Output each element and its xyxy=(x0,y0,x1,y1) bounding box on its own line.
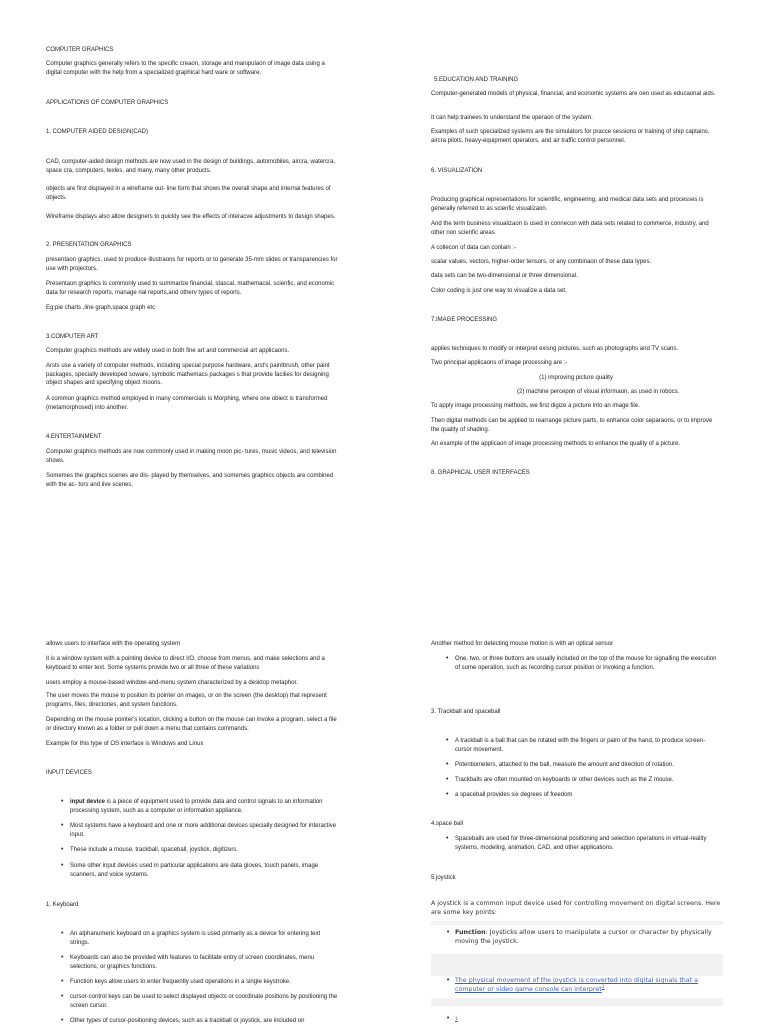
text-block-art-1 xyxy=(46,347,338,356)
text-block-kb-1 xyxy=(46,930,338,947)
text-block-kb-5 xyxy=(46,1017,338,1026)
text-tb-h: 3. Trackball and spaceball xyxy=(431,709,501,715)
text-vis-6: Color coding is just one way to visualize a data set. xyxy=(431,288,567,294)
text-img-2: Two principal applicaons of image processing are :- xyxy=(431,360,568,366)
text-mouse-1: Another method for detecting mouse motion is with an optical sensor xyxy=(431,641,614,647)
text-img-6: Then digital methods can be applied to rearrange picture parts, to enhance color separaons, or to improve the quality of shading. xyxy=(431,418,713,433)
text-block-inp-2 xyxy=(46,822,338,839)
text-block-cad-3 xyxy=(46,213,338,222)
text-gui-2: it is a window system with a pointing device to direct I/O, choose from menus, and make selections and a keyboard to enter text. Some systems provide two or all three of these variations xyxy=(46,656,325,671)
text-ent-h: 4.ENTERTAINMENT xyxy=(46,434,102,440)
text-vis-5: data sets can be two-dimensional or three dimensional. xyxy=(431,273,578,279)
text-block-gui-3 xyxy=(46,679,338,688)
text-block-vis-4 xyxy=(431,258,721,267)
text-pres-3: Eg:pie charts ,line graph,space graph etc xyxy=(46,305,156,311)
text-block-img-5 xyxy=(431,402,721,411)
text-block-intro xyxy=(46,60,338,77)
joystick-function-text: : Joysticks allow users to manipulate a cursor or character by physically moving the joystick. xyxy=(455,928,712,945)
text-block-img-h xyxy=(431,316,721,325)
text-gui-3: users employ a mouse-based window-and-menu system characterized by a desktop metaphor. xyxy=(46,680,298,686)
text-inp-3: These include a mouse, trackball, spaceball, joystick, digitizers. xyxy=(70,847,239,853)
text-block-gui-5 xyxy=(46,716,338,733)
text-block-ent-2 xyxy=(46,472,338,489)
text-block-inp-h xyxy=(46,769,338,778)
text-block-kb-2 xyxy=(46,954,338,971)
text-block-tb-4 xyxy=(431,791,721,800)
text-block-inp-1 xyxy=(46,798,338,815)
text-block-pres-3 xyxy=(46,304,338,313)
text-tb-4: a spaceball provides six degrees of freedom xyxy=(455,792,573,798)
text-block-inp-4 xyxy=(46,862,338,879)
text-block-art-2 xyxy=(46,362,338,388)
text-block-img-3 xyxy=(431,374,721,383)
gray-band xyxy=(431,921,723,925)
text-block-mouse-1 xyxy=(431,640,721,649)
bold-term: input device xyxy=(70,799,106,805)
text-img-7: An example of the applicaon of image processing methods to enhance the quality of a picture. xyxy=(431,441,681,447)
text-kb-3: Function keys allow users to enter frequently used operations in a single keystroke. xyxy=(70,979,291,985)
text-vis-3: A collecon of data can contain :- xyxy=(431,245,517,251)
text-vis-h: 6. VISUALIZATION xyxy=(431,168,483,174)
text-cad-h: 1. COMPUTER AIDED DESIGN(CAD) xyxy=(46,129,149,135)
text-pres-1: presentaon graphics, used to produce illustraons for reports or to generate 35-mm slides or transparencies for use with projectors. xyxy=(46,257,338,272)
text-sb-1: Spaceballs are used for three-dimensional positioning and selection operations in virtual-reality systems, modeling, animation, CAD, and other applications. xyxy=(455,836,707,851)
text-block-img-7 xyxy=(431,440,721,449)
joystick-section xyxy=(431,900,723,1024)
text-block-edu-1 xyxy=(431,90,721,99)
text-inp-2: Most systems have a keyboard and one or more additional devices specially designed for interactive input. xyxy=(70,823,337,838)
text-img-5: To apply image processing methods, we first digize a picture into an image file. xyxy=(431,403,640,409)
text-tb-2: Potentiometers, attached to the ball, measure the amount and direction of rotation. xyxy=(455,762,674,768)
gray-band xyxy=(431,954,723,976)
text-block-ent-1 xyxy=(46,448,338,465)
text-edu-h: 5.EDUCATION AND TRAINING xyxy=(434,77,519,83)
text-cad-3: Wireframe displays also allow designers to quickly see the effects of interacve adjustments to design shapes. xyxy=(46,214,336,220)
text-img-1: applies techniques to modify or interpret exisng pictures, such as photographs and TV scans. xyxy=(431,346,679,352)
text-img-3: (1) improving picture quality xyxy=(539,375,613,381)
text-block-img-4 xyxy=(517,388,721,397)
text-block-kb-4 xyxy=(46,993,338,1010)
text-block-vis-6 xyxy=(431,287,721,296)
text-block-gui-6 xyxy=(46,740,338,749)
text-inp-h: INPUT DEVICES xyxy=(46,770,92,776)
text-tb-3: Trackballs are often mounted on keyboards or other devices such as the Z mouse. xyxy=(455,777,674,783)
text-inp-1: is a piece of equipment used to provide data and control signals to an information processing system, such as a computer or information appliance. xyxy=(70,799,323,814)
text-sb-h: 4.space ball xyxy=(431,821,464,827)
text-kb-4: cursor-control keys can be used to select displayed objects or coordinate positions by positioning the screen cursor. xyxy=(70,994,338,1009)
text-ent-2: Somemes the graphics scenes are dis- played by themselves, and somemes graphics objects are combined with the ac- tors and live scenes. xyxy=(46,473,334,488)
text-block-js-h xyxy=(431,874,721,883)
text-kb-2: Keyboards can also be provided with features to facilitate entry of screen coordinates, menu selections, or graphics functions. xyxy=(70,955,315,970)
text-img-h: 7.IMAGE PROCESSING xyxy=(431,317,498,323)
text-apps: APPLICATIONS OF COMPUTER GRAPHICS xyxy=(46,100,169,106)
text-block-vis-1 xyxy=(431,196,721,213)
joystick-function-item xyxy=(431,928,723,946)
text-block-edu-2 xyxy=(431,114,721,123)
text-art-1: Computer graphics methods are widely used in both fine art and commercial art applicaons. xyxy=(46,348,290,354)
text-art-h: 3.COMPUTER ART xyxy=(46,334,99,340)
text-block-edu-h xyxy=(434,76,721,85)
text-edu-1: Computer-generated models of physical, financial, and economic systems are oen used as educaonal aids. xyxy=(431,91,716,97)
text-block-cad-1 xyxy=(46,158,338,175)
text-block-art-h xyxy=(46,333,338,342)
text-block-pres-1 xyxy=(46,256,338,273)
text-vis-1: Producing graphical representations for scientific, engineering, and medical data sets and processes is generally referred to as scienfic visualizaon. xyxy=(431,197,704,212)
text-block-img-1 xyxy=(431,345,721,354)
text-gui-5: Depending on the mouse pointer's location, clicking a button on the mouse can invoke a program, select a file or directory known as a folder or pull down a menu that contains commands. xyxy=(46,717,337,732)
text-pres-h: 2. PRESENTATION GRAPHICS xyxy=(46,242,132,248)
text-block-img-6 xyxy=(431,417,721,434)
text-block-sb-h xyxy=(431,820,721,829)
text-block-img-2 xyxy=(431,359,721,368)
text-block-tb-3 xyxy=(431,776,721,785)
text-block-gui-h xyxy=(431,469,721,478)
text-tb-1: A trackball is a ball that can be rotated with the fingers or palm of the hand, to produce screen-cursor movement. xyxy=(455,738,706,753)
text-title: COMPUTER GRAPHICS xyxy=(46,47,114,53)
text-block-sb-1 xyxy=(431,835,721,852)
text-intro: Computer graphics generally refers to the specific creaon, storage and manipulaon of image data using a digital computer with the help from a specialized graphical hard ware or software. xyxy=(46,61,325,76)
joystick-link-item xyxy=(431,976,723,994)
text-block-vis-2 xyxy=(431,220,721,237)
text-block-kb-3 xyxy=(46,978,338,987)
joystick-intro: A joystick is a common input device used for controlling movement on digital screens. Here are some key points: xyxy=(431,900,721,916)
joystick-source-link[interactable]: The physical movement of the joystick is converted into digital signals that a computer or video game console can interpret xyxy=(455,976,698,994)
text-block-tb-1 xyxy=(431,737,721,754)
text-mouse-2: One, two, or three buttons are usually included on the top of the mouse for signalling the execution of some operation, such as recording cursor position or invoking a function. xyxy=(455,656,717,671)
text-block-apps xyxy=(46,99,338,108)
text-block-gui-4 xyxy=(46,692,338,709)
citation-link[interactable]: 1 xyxy=(455,1017,458,1023)
text-cad-1: CAD, computer-aided design methods are now used in the design of buildings, automobiles, aircra, watercra, space cra, computers, texles, and many, many other products. xyxy=(46,159,336,174)
text-block-ent-h xyxy=(46,433,338,442)
text-gui-1: allows users to interface with the operating system xyxy=(46,641,181,647)
text-img-4: (2) machine percepon of visual informaon, as used in robocs. xyxy=(517,389,680,395)
text-gui-h: 8. GRAPHICAL USER INTERFACES xyxy=(431,470,530,476)
text-edu-3: Examples of such specialized systems are the simulators for pracce sessions or training of ship captains, aircra pilots, heavy-equipment operators, and air traffic control personnel. xyxy=(431,129,710,144)
text-block-gui-1 xyxy=(46,640,338,649)
text-block-vis-5 xyxy=(431,272,721,281)
text-block-vis-h xyxy=(431,167,721,176)
citation-marker[interactable]: 1 xyxy=(601,985,605,990)
text-vis-4: scalar values, vectors, higher-order tensors, or any combinaon of these data types. xyxy=(431,259,652,265)
text-block-title xyxy=(46,46,338,55)
text-cad-2: objects are first displayed in a wireframe out- line form that shows the overall shape and internal features of objects. xyxy=(46,186,331,201)
gray-band xyxy=(431,998,723,1006)
text-kb-h: 1. Keyboard xyxy=(46,902,79,908)
text-gui-6: Example for this type of OS interface is Windows and Linux xyxy=(46,741,204,747)
text-block-edu-3 xyxy=(431,128,721,145)
text-block-tb-2 xyxy=(431,761,721,770)
text-gui-4: The user moves the mouse to position its pointer on images, or on the screen (the desktop) that represent programs, files, directories, and system functions. xyxy=(46,693,327,708)
text-kb-1: An alphanumeric keyboard on a graphics system is used primarily as a device for entering text strings. xyxy=(70,931,321,946)
text-block-tb-h xyxy=(431,708,721,717)
text-block-inp-3 xyxy=(46,846,338,855)
text-block-pres-h xyxy=(46,241,338,250)
text-art-2: Arsts use a variety of computer methods, including special purpose hardware, arst's paintbrush, other paint packages, specially developed soware, symbolic mathemacs packages s that provide facilies for designing object shapes and specifying object moons. xyxy=(46,363,330,387)
text-block-kb-h xyxy=(46,901,338,910)
text-block-cad-2 xyxy=(46,185,338,202)
text-edu-2: It can help trainees to understand the operaon of the system. xyxy=(431,115,593,121)
text-block-gui-2 xyxy=(46,655,338,672)
text-kb-5: Other types of cursor-positioning devices, such as a trackball or joystick, are included on xyxy=(70,1018,305,1024)
text-block-cad-h xyxy=(46,128,338,137)
text-vis-2: And the term business visualizaon is used in connecon with data sets related to commerce, industry, and other non scienfic areas xyxy=(431,221,709,236)
text-block-vis-3 xyxy=(431,244,721,253)
joystick-citation-item xyxy=(431,1014,723,1024)
text-ent-1: Computer graphics methods are now commonly used in making moon pic- tures, music videos, and television shows. xyxy=(46,449,337,464)
joystick-function-label: Function xyxy=(455,928,486,936)
text-block-mouse-2 xyxy=(431,655,721,672)
text-block-pres-2 xyxy=(46,280,338,297)
text-js-h: 5.joystick xyxy=(431,875,456,881)
text-pres-2: Presentaon graphics is commonly used to summarize financial, stascal, mathemacal, scienfic, and economic data for research reports, manage rial reports,and otherv types of reports. xyxy=(46,281,335,296)
text-inp-4: Some other input devices used in particular applications are data gloves, touch panels, image scanners, and voice systems. xyxy=(70,863,319,878)
text-art-3: A common graphics method employed in many commercials is Morphing, where one obiect is transformed (metamorphosed) into another. xyxy=(46,396,328,411)
text-block-art-3 xyxy=(46,395,338,412)
